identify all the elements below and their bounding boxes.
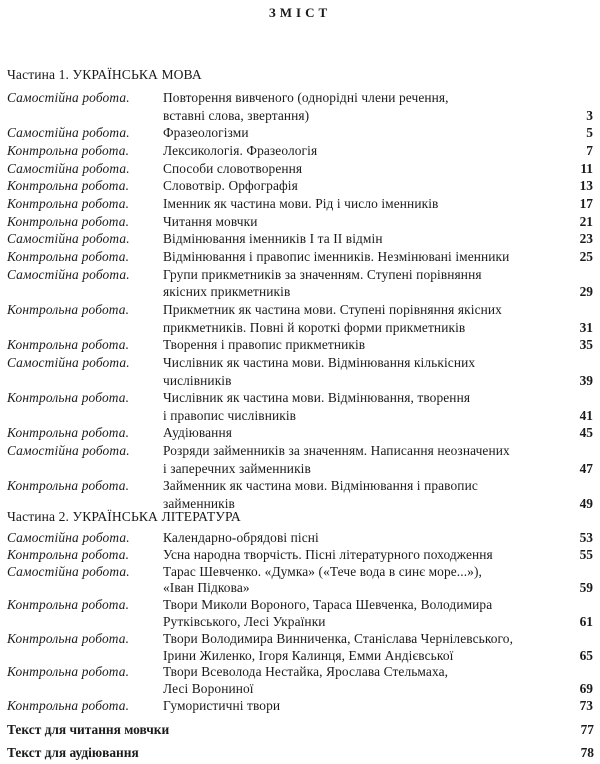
toc-entry-title-line: Числівник як частина мови. Відмінювання кількісних xyxy=(163,354,476,370)
toc-entry-title-line: Лексикологія. Фразеологія xyxy=(163,142,318,158)
toc-entry-title xyxy=(163,124,568,142)
toc-entry-title xyxy=(163,424,568,442)
toc-entry[interactable] xyxy=(0,248,600,266)
toc-entry-title xyxy=(163,89,568,124)
toc-entry-title-line: вставні слова, звертання) xyxy=(163,107,310,123)
toc-entry-title-line: і правопис числівників xyxy=(163,407,297,423)
toc-entry-type: Контрольна робота. xyxy=(7,390,130,406)
toc-entry-type: Контрольна робота. xyxy=(7,213,130,229)
toc-entry-title-line: Розряди займенників за значенням. Написання неозначених xyxy=(163,443,510,459)
toc-entry[interactable] xyxy=(0,664,600,698)
toc-entry[interactable] xyxy=(0,195,600,213)
toc-entry[interactable] xyxy=(0,213,600,231)
toc-page-number: 69 xyxy=(579,681,593,697)
toc-entry-title-line: Словотвір. Орфографія xyxy=(163,178,298,194)
toc-entry-title xyxy=(163,477,568,512)
toc-entry-title-line: Іменник як частина мови. Рід і число іменників xyxy=(163,195,439,211)
toc-page-number: 77 xyxy=(580,722,594,737)
toc-entry-title-line: Фразеологізми xyxy=(163,125,249,141)
toc-entry-title xyxy=(163,248,568,266)
toc-entry-title-line: «Іван Підкова» xyxy=(163,580,250,596)
toc-entry-title-line: Усна народна творчість. Пісні літературного походження xyxy=(163,546,493,562)
toc-entry-type: Самостійна робота. xyxy=(7,563,130,579)
toc-entry-title xyxy=(163,160,568,178)
toc-entry-title xyxy=(163,597,568,631)
toc-entry-title-line: Повторення вивченого (однорідні члени речення, xyxy=(163,90,449,105)
toc-entry-title xyxy=(163,336,568,354)
toc-entry-type: Самостійна робота. xyxy=(7,443,130,459)
toc-entry-title-line: Групи прикметників за значенням. Ступені порівняння xyxy=(163,266,482,282)
toc-entry[interactable] xyxy=(0,177,600,195)
toc-entry-title-line: Рутківського, Лесі Українки xyxy=(163,613,326,629)
toc-entry-type: Самостійна робота. xyxy=(7,160,130,176)
toc-entry-type: Контрольна робота. xyxy=(7,248,130,264)
toc-entry-type: Контрольна робота. xyxy=(7,597,130,613)
toc-page-number: 53 xyxy=(579,530,593,545)
toc-entry-title-line: якісних прикметників xyxy=(163,284,291,300)
toc-entry-type: Контрольна робота. xyxy=(7,546,130,562)
toc-entry-title-line: Твори Володимира Винниченка, Станіслава Чернілевського, xyxy=(163,630,514,646)
toc-entry-type: Самостійна робота. xyxy=(7,530,130,545)
toc-entry-title-line: займенників xyxy=(163,496,235,512)
toc-entry-title xyxy=(163,195,568,213)
toc-entry-title-line: Відмінювання і правопис іменників. Незмінювані іменники xyxy=(163,248,510,264)
toc-entry-title-line: числівників xyxy=(163,372,232,388)
toc-entry[interactable] xyxy=(0,631,600,665)
toc-entry[interactable] xyxy=(0,597,600,631)
toc-entry[interactable] xyxy=(0,142,600,160)
toc-entry-title xyxy=(163,530,568,547)
toc-page-number: 21 xyxy=(579,213,593,229)
toc-entry-type: Контрольна робота. xyxy=(7,337,130,353)
toc-entry[interactable] xyxy=(0,547,600,564)
toc-entry-type: Контрольна робота. xyxy=(7,630,130,646)
toc-page-number: 61 xyxy=(579,613,593,629)
toc-page-number: 5 xyxy=(586,125,593,141)
toc-entry[interactable] xyxy=(0,301,600,336)
toc-entry-type: Контрольна робота. xyxy=(7,178,130,194)
toc-entry-title-line: Твори Всеволода Нестайка, Ярослава Стельмаха, xyxy=(163,664,449,680)
toc-page-number: 45 xyxy=(579,425,593,441)
toc-entry-type: Контрольна робота. xyxy=(7,664,130,680)
toc-entry-type: Самостійна робота. xyxy=(7,90,130,105)
toc-entry-title-line: Числівник як частина мови. Відмінювання, творення xyxy=(163,390,471,406)
part-1-entries xyxy=(0,89,600,513)
toc-entry[interactable] xyxy=(0,389,600,424)
toc-entry-title xyxy=(163,177,568,195)
toc-page-number: 17 xyxy=(579,195,593,211)
toc-entry-type: Самостійна робота. xyxy=(7,125,130,141)
toc-entry-title xyxy=(163,564,568,598)
toc-entry-title xyxy=(163,442,568,477)
toc-page-number: 13 xyxy=(579,178,593,194)
toc-page-number: 31 xyxy=(579,319,593,335)
toc-entry-title-line: Способи словотворення xyxy=(163,160,303,176)
toc-page-number: 25 xyxy=(579,248,593,264)
toc-entry[interactable] xyxy=(0,698,600,715)
toc-page-number: 7 xyxy=(586,142,593,158)
toc-entry-title-line: Тарас Шевченко. «Думка» («Тече вода в синє море...»), xyxy=(163,563,482,579)
toc-page-number: 29 xyxy=(579,284,593,300)
part-1-heading: Частина 1. УКРАЇНСЬКА МОВА xyxy=(7,67,202,82)
toc-entry-title xyxy=(163,213,568,231)
toc-entry[interactable] xyxy=(0,336,600,354)
toc-entry[interactable] xyxy=(0,160,600,178)
toc-entry-type: Самостійна робота. xyxy=(7,231,130,247)
toc-page-number: 55 xyxy=(579,546,593,562)
toc-entry-type: Контрольна робота. xyxy=(7,425,130,441)
toc-page-number: 35 xyxy=(579,337,593,353)
toc-entry-title-line: Читання мовчки xyxy=(163,213,258,229)
toc-entry-title-line: Гумористичні твори xyxy=(163,697,281,713)
toc-page-number: 49 xyxy=(579,496,593,512)
toc-page-number: 65 xyxy=(579,647,593,663)
toc-entry-title xyxy=(163,301,568,336)
toc-entry-type: Контрольна робота. xyxy=(7,195,130,211)
toc-entry[interactable] xyxy=(0,354,600,389)
toc-entry-title xyxy=(163,354,568,389)
toc-entry-type: Контрольна робота. xyxy=(7,478,130,494)
toc-entry[interactable] xyxy=(0,424,600,442)
toc-entry-title-line: Аудіювання xyxy=(163,425,232,441)
toc-entry-title-line: Відмінювання іменників I та II відмін xyxy=(163,231,383,247)
toc-entry-title-line: Календарно-обрядові пісні xyxy=(163,530,319,545)
toc-entry[interactable] xyxy=(0,564,600,598)
toc-entry-title-line: і заперечних займенників xyxy=(163,460,311,476)
toc-page-number: 78 xyxy=(580,745,594,760)
toc-entry[interactable] xyxy=(0,477,600,512)
toc-entry-title xyxy=(163,631,568,665)
toc-entry-title xyxy=(163,698,568,715)
toc-entry-reading-text[interactable] xyxy=(7,721,594,738)
toc-page-number: 47 xyxy=(579,460,593,476)
toc-entry-title xyxy=(163,142,568,160)
toc-entry-type: Контрольна робота. xyxy=(7,697,130,713)
part-2-heading: Частина 2. УКРАЇНСЬКА ЛІТЕРАТУРА xyxy=(7,509,241,524)
toc-page-number: 11 xyxy=(580,160,593,176)
toc-entry-title-line: Лесі Ворониної xyxy=(163,681,254,697)
toc-entry-title xyxy=(163,547,568,564)
toc-entry[interactable] xyxy=(0,230,600,248)
toc-entry-title-line: Ірини Жиленко, Ігоря Калинця, Емми Андієвської xyxy=(163,647,454,663)
toc-entry[interactable] xyxy=(0,89,600,124)
toc-page-number: 23 xyxy=(579,231,593,247)
toc-entry[interactable] xyxy=(0,124,600,142)
toc-entry[interactable] xyxy=(0,442,600,477)
toc-entry-type: Самостійна робота. xyxy=(7,266,130,282)
toc-entry-type: Контрольна робота. xyxy=(7,142,130,158)
toc-page-number: 3 xyxy=(586,107,593,123)
toc-entry-title-line: Займенник як частина мови. Відмінювання і правопис xyxy=(163,478,478,494)
toc-entry-listening-text[interactable] xyxy=(7,744,594,761)
toc-page-number: 39 xyxy=(579,372,593,388)
toc-entry-title xyxy=(163,664,568,698)
toc-entry[interactable] xyxy=(0,530,600,547)
toc-entry-title-line: Твори Миколи Вороного, Тараса Шевченка, Володимира xyxy=(163,597,493,613)
toc-entry-title-line: Творення і правопис прикметників xyxy=(163,337,366,353)
toc-title: ЗМІСТ xyxy=(268,5,332,20)
toc-entry-title-line: прикметників. Повні й короткі форми прикметників xyxy=(163,319,466,335)
toc-entry[interactable] xyxy=(0,266,600,301)
toc-entry-label: Текст для читання мовчки xyxy=(7,722,170,737)
toc-page-number: 41 xyxy=(579,407,593,423)
toc-entry-type: Контрольна робота. xyxy=(7,301,130,317)
toc-entry-title xyxy=(163,266,568,301)
toc-page-number: 73 xyxy=(579,697,593,713)
toc-entry-type: Самостійна робота. xyxy=(7,354,130,370)
toc-entry-title xyxy=(163,389,568,424)
part-2-entries xyxy=(0,530,600,715)
toc-entry-label: Текст для аудіювання xyxy=(7,745,139,760)
toc-entry-title xyxy=(163,230,568,248)
toc-entry-title-line: Прикметник як частина мови. Ступені порівняння якісних xyxy=(163,301,502,317)
toc-page-number: 59 xyxy=(579,580,593,596)
